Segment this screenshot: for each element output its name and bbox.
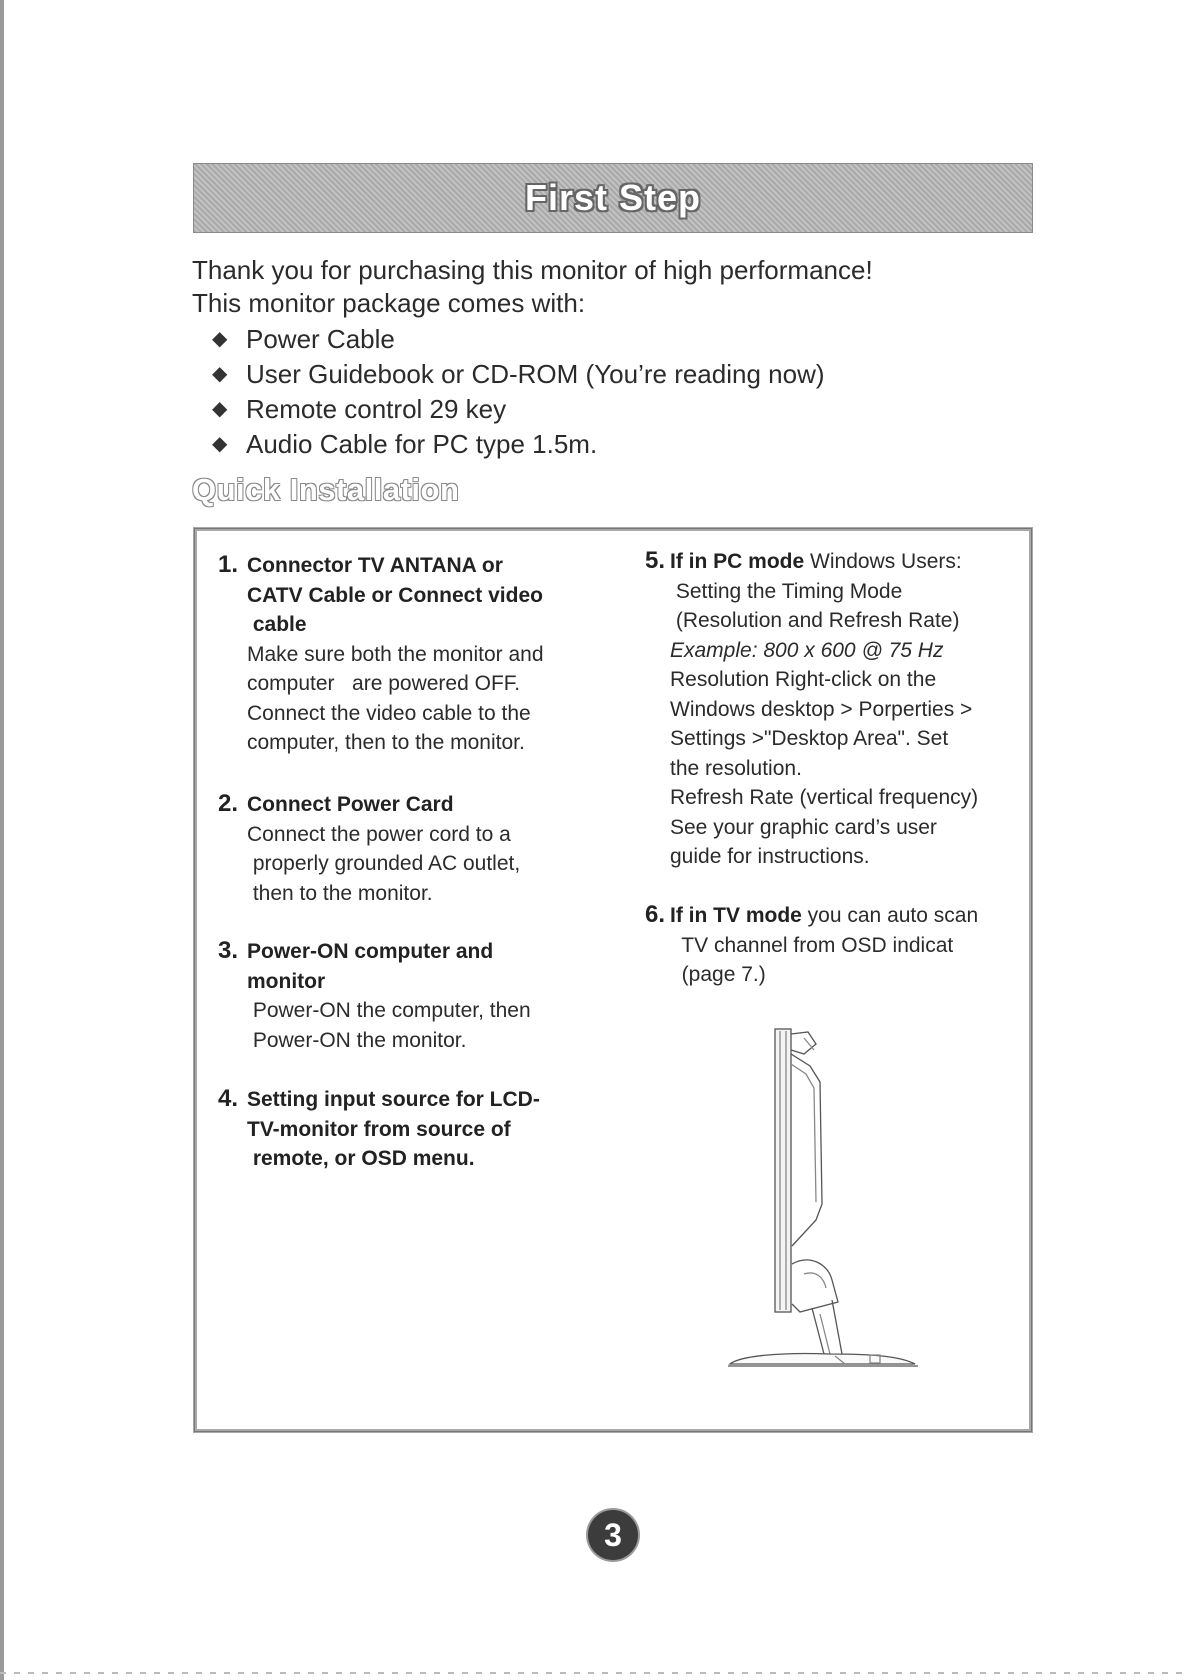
list-item [212,357,825,392]
step-number: 1. [218,551,239,578]
step-text: Windows Users: [804,550,962,573]
list-item-label: User Guidebook or CD-ROM (You’re reading now) [246,359,825,389]
step-6 [645,901,1015,990]
step-number: 6. [645,901,666,928]
step-text: Windows desktop > Porperties > [670,697,973,721]
step-heading: Connect Power Card [247,793,454,816]
step-4 [218,1085,598,1174]
step-text: Connect the power cord to a [247,822,511,846]
step-text: Setting the Timing Mode [670,579,903,603]
diamond-bullet-icon: ◆ [212,398,228,420]
step-text: properly grounded AC outlet, [247,852,521,875]
step-5 [645,547,1015,872]
step-heading: cable [247,613,307,636]
step-3 [218,937,598,1055]
step-text: See your graphic card’s user [670,815,937,839]
page-edge [0,0,4,1680]
step-heading: If in TV mode [670,904,802,927]
step-text: Connect the video cable to the [247,701,531,725]
list-item [212,392,825,427]
page-title: First Step [524,177,702,218]
diamond-bullet-icon: ◆ [212,433,228,455]
step-heading: monitor [247,969,326,993]
step-text: then to the monitor. [247,881,433,905]
step-heading: Power-ON computer and [247,940,494,963]
section-title: Quick Installation [192,472,460,507]
step-text: Power-ON the monitor. [247,1028,467,1052]
step-text: Make sure both the monitor and [247,642,544,666]
step-heading: Connector TV ANTANA or [247,554,503,577]
step-text: the resolution. [670,756,802,780]
list-item [212,427,825,462]
step-2 [218,790,598,908]
step-heading: remote, or OSD menu. [247,1147,475,1170]
example-text: Example: 800 x 600 @ 75 Hz [670,638,944,662]
step-heading: Setting input source for LCD- [247,1088,540,1111]
step-heading: If in PC mode [670,550,805,573]
step-text: guide for instructions. [670,845,870,868]
list-item-label: Power Cable [246,324,395,354]
monitor-side-view-illustration [720,1024,930,1376]
page-number: 3 [604,1516,622,1553]
step-text: Refresh Rate (vertical frequency) [670,786,979,809]
page-bottom-edge [0,1672,1190,1674]
list-item-label: Remote control 29 key [246,394,507,424]
step-text: Settings >"Desktop Area". Set [670,727,949,750]
step-text: (Resolution and Refresh Rate) [670,609,960,632]
step-text: Power-ON the computer, then [247,999,531,1022]
step-number: 4. [218,1085,239,1112]
intro-line-2: This monitor package comes with: [192,288,586,318]
step-text: Resolution Right-click on the [670,668,937,691]
step-text: TV channel from OSD indicat [670,933,954,957]
package-items-list [212,322,825,462]
page-number-badge [588,1510,638,1560]
list-item-label: Audio Cable for PC type 1.5m. [246,429,598,459]
diamond-bullet-icon: ◆ [212,363,228,385]
step-1 [218,551,598,758]
step-number: 5. [645,547,666,574]
step-text: you can auto scan [801,904,979,927]
intro-line-1: Thank you for purchasing this monitor of high performance! [192,255,873,285]
title-banner [193,163,1033,233]
intro [192,254,873,320]
step-text: computer, then to the monitor. [247,731,525,754]
step-number: 2. [218,790,239,817]
step-heading: TV-monitor from source of [247,1117,511,1141]
step-heading: CATV Cable or Connect video [247,583,543,607]
diamond-bullet-icon: ◆ [212,328,228,350]
step-text: computer are powered OFF. [247,672,521,695]
step-number: 3. [218,937,239,964]
list-item [212,322,825,357]
step-text: (page 7.) [670,963,766,986]
